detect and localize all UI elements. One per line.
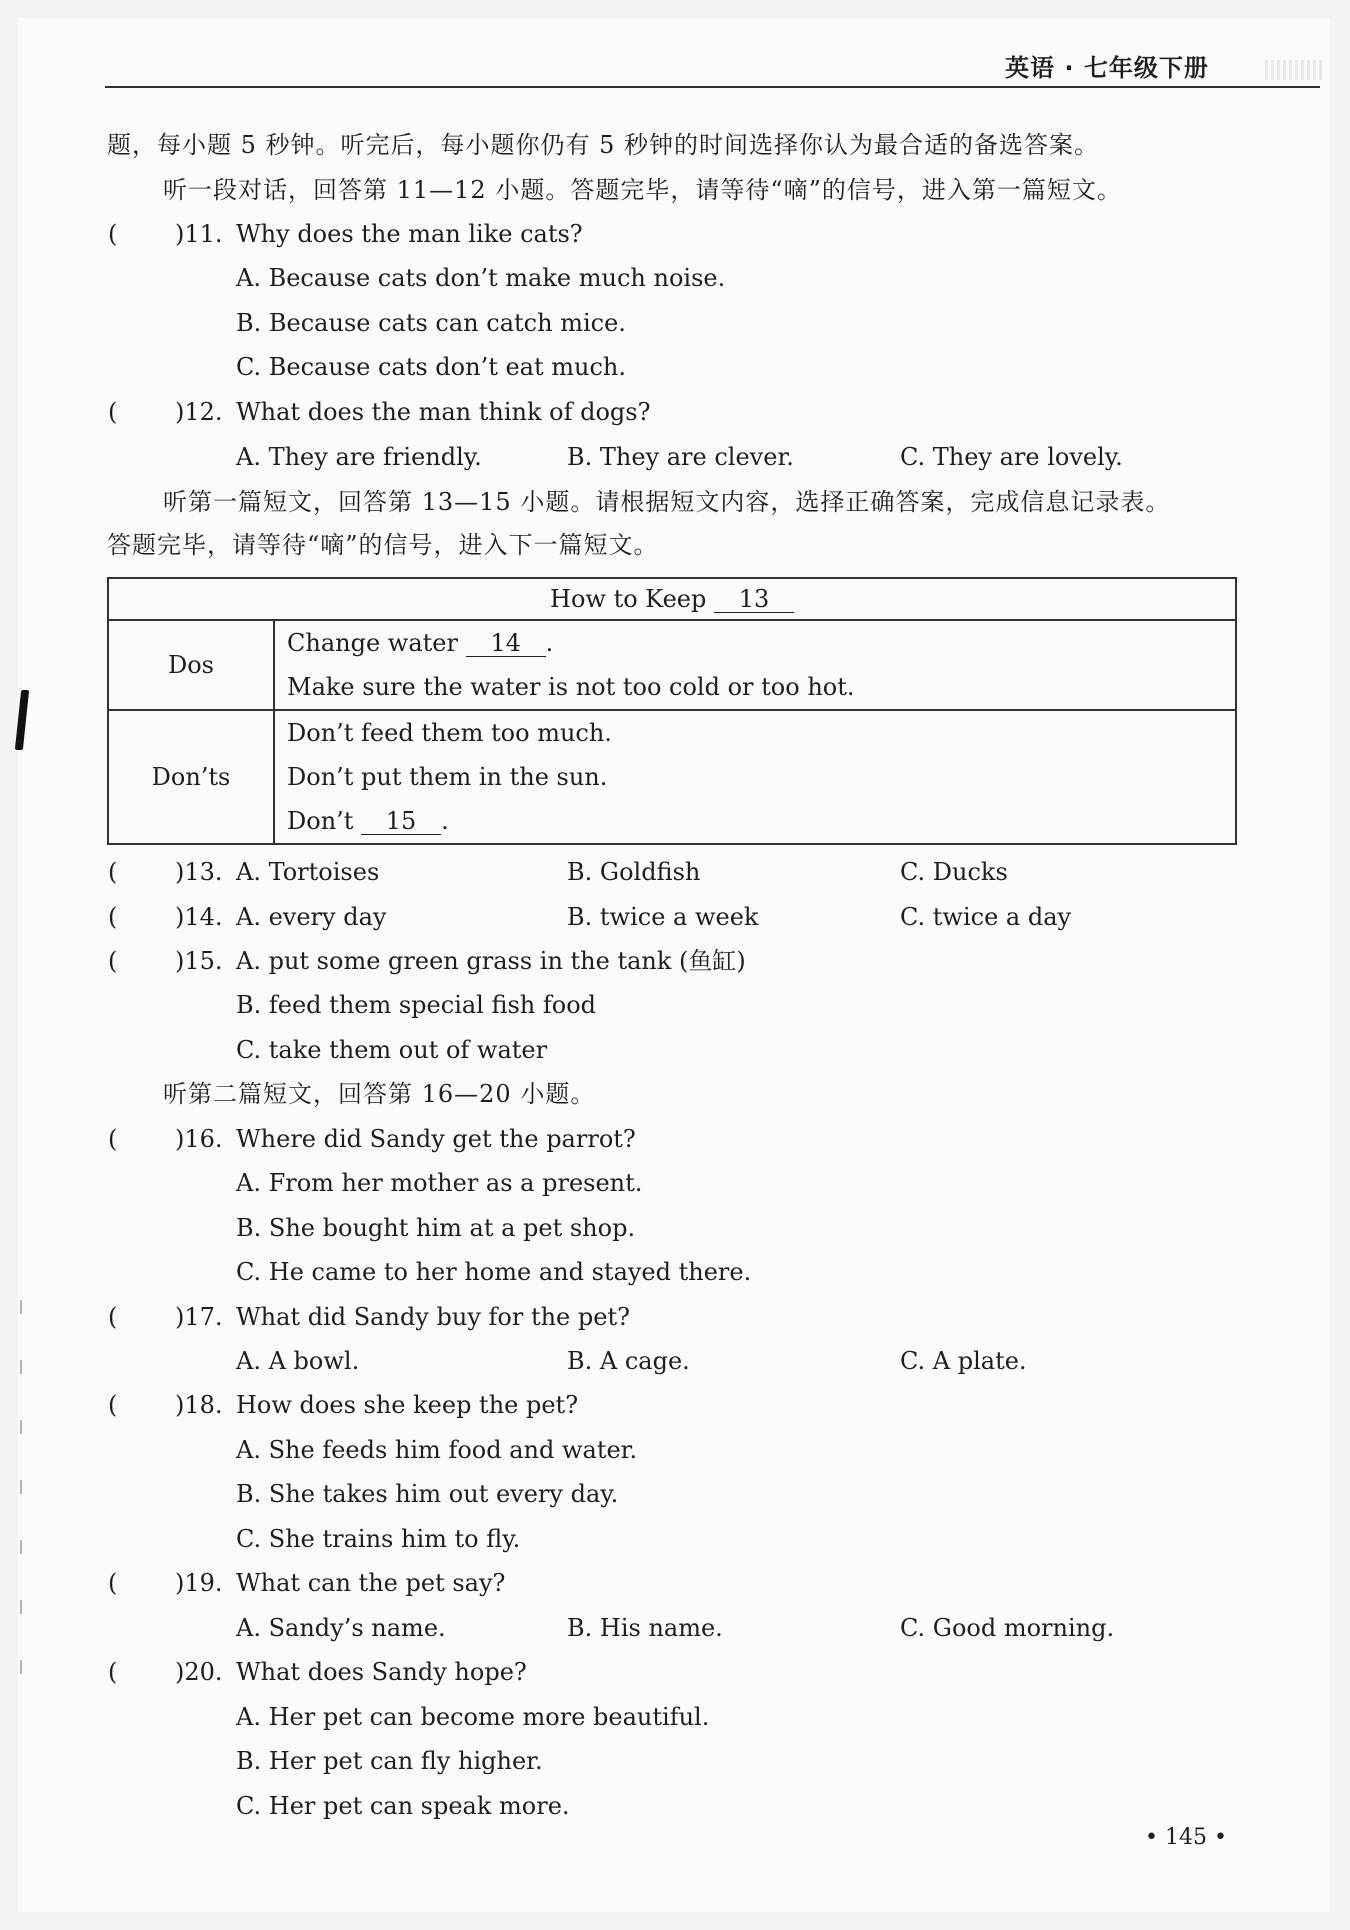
intro-line-1: 题，每小题 5 秒钟。听完后，每小题你仍有 5 秒钟的时间选择你认为最合适的备选答案。	[107, 131, 1100, 159]
question-number: )14.	[175, 903, 223, 931]
info-record-table	[107, 577, 1237, 845]
header-decoration	[1265, 60, 1325, 80]
q16-option-b: B. She bought him at a pet shop.	[236, 1214, 636, 1242]
q18-option-b: B. She takes him out every day.	[236, 1480, 619, 1508]
question-text: How does she keep the pet?	[236, 1391, 579, 1419]
q20-option-c: C. Her pet can speak more.	[236, 1792, 570, 1820]
fold-line	[20, 1300, 22, 1700]
blank-15: 15	[361, 808, 441, 835]
question-number: )13.	[175, 858, 223, 886]
q19-option-b: B. His name.	[567, 1614, 723, 1642]
q11-option-b: B. Because cats can catch mice.	[236, 309, 626, 337]
dos-line-1-text: Change water	[287, 629, 458, 657]
section2-instruction: 听第二篇短文，回答第 16—20 小题。	[163, 1080, 596, 1108]
q14-option-c: C. twice a day	[900, 903, 1072, 931]
q12-option-c: C. They are lovely.	[900, 443, 1123, 471]
q12-option-b: B. They are clever.	[567, 443, 794, 471]
q12-option-a: A. They are friendly.	[236, 443, 482, 471]
intro-line-2: 听一段对话，回答第 11—12 小题。答题完毕，请等待“嘀”的信号，进入第一篇短文。	[163, 176, 1122, 204]
question-number: )16.	[175, 1125, 223, 1153]
donts-cell	[274, 710, 1236, 844]
question-number: )17.	[175, 1303, 223, 1331]
question-text: What does the man think of dogs?	[236, 398, 651, 426]
question-number: )20.	[175, 1658, 223, 1686]
q17-option-b: B. A cage.	[567, 1347, 690, 1375]
question-number: )19.	[175, 1569, 223, 1597]
q17-option-a: A. A bowl.	[236, 1347, 360, 1375]
header-rule	[105, 86, 1320, 88]
donts-label: Don’ts	[108, 710, 274, 844]
q13-option-c: C. Ducks	[900, 858, 1008, 886]
question-text: What does Sandy hope?	[236, 1658, 527, 1686]
q20-option-b: B. Her pet can fly higher.	[236, 1747, 543, 1775]
q13-option-a: A. Tortoises	[236, 858, 380, 886]
section1-instruction-1: 听第一篇短文，回答第 13—15 小题。请根据短文内容，选择正确答案，完成信息记录表。	[163, 488, 1171, 516]
answer-paren: (	[108, 1303, 118, 1331]
answer-paren: (	[108, 903, 118, 931]
page-number: • 145 •	[1145, 1825, 1227, 1850]
dos-cell	[274, 620, 1236, 710]
q16-option-c: C. He came to her home and stayed there.	[236, 1258, 752, 1286]
answer-paren: (	[108, 858, 118, 886]
dos-line-1	[287, 621, 1223, 665]
question-text: What did Sandy buy for the pet?	[236, 1303, 630, 1331]
q11-option-a: A. Because cats don’t make much noise.	[236, 264, 726, 292]
donts-line-3-text: Don’t	[287, 807, 354, 835]
dos-label: Dos	[108, 620, 274, 710]
question-number: )15.	[175, 947, 223, 975]
blank-13: 13	[714, 586, 794, 613]
donts-line-3-period: .	[441, 807, 449, 835]
q18-option-c: C. She trains him to fly.	[236, 1525, 521, 1553]
answer-paren: (	[108, 1391, 118, 1419]
dos-line-1-period: .	[545, 629, 554, 657]
q13-option-b: B. Goldfish	[567, 858, 701, 886]
q17-option-c: C. A plate.	[900, 1347, 1027, 1375]
blank-14: 14	[466, 630, 546, 657]
q15-option-c: C. take them out of water	[236, 1036, 548, 1064]
answer-paren: (	[108, 947, 118, 975]
q15-option-b: B. feed them special fish food	[236, 991, 597, 1019]
answer-paren: (	[108, 1569, 118, 1597]
question-number: )11.	[175, 220, 223, 248]
answer-paren: (	[108, 1658, 118, 1686]
page-header-title: 英语 · 七年级下册	[1005, 54, 1209, 82]
question-number: )18.	[175, 1391, 223, 1419]
q14-option-b: B. twice a week	[567, 903, 759, 931]
table-title	[108, 578, 1236, 620]
question-number: )12.	[175, 398, 223, 426]
q20-option-a: A. Her pet can become more beautiful.	[236, 1703, 710, 1731]
q16-option-a: A. From her mother as a present.	[236, 1169, 643, 1197]
donts-line-2: Don’t put them in the sun.	[287, 763, 608, 791]
table-title-text: How to Keep	[550, 585, 707, 613]
question-text: Why does the man like cats?	[236, 220, 583, 248]
dos-line-2: Make sure the water is not too cold or too hot.	[287, 673, 855, 701]
q19-option-a: A. Sandy’s name.	[236, 1614, 446, 1642]
q11-option-c: C. Because cats don’t eat much.	[236, 353, 626, 381]
q19-option-c: C. Good morning.	[900, 1614, 1115, 1642]
question-text: What can the pet say?	[236, 1569, 506, 1597]
answer-paren: (	[108, 398, 118, 426]
answer-paren: (	[108, 1125, 118, 1153]
q15-option-a: A. put some green grass in the tank (鱼缸)	[236, 947, 746, 975]
donts-line-3	[287, 799, 1223, 843]
q18-option-a: A. She feeds him food and water.	[236, 1436, 638, 1464]
section1-instruction-2: 答题完毕，请等待“嘀”的信号，进入下一篇短文。	[107, 531, 659, 559]
donts-line-1: Don’t feed them too much.	[287, 719, 612, 747]
q14-option-a: A. every day	[236, 903, 387, 931]
answer-paren: (	[108, 220, 118, 248]
question-text: Where did Sandy get the parrot?	[236, 1125, 636, 1153]
